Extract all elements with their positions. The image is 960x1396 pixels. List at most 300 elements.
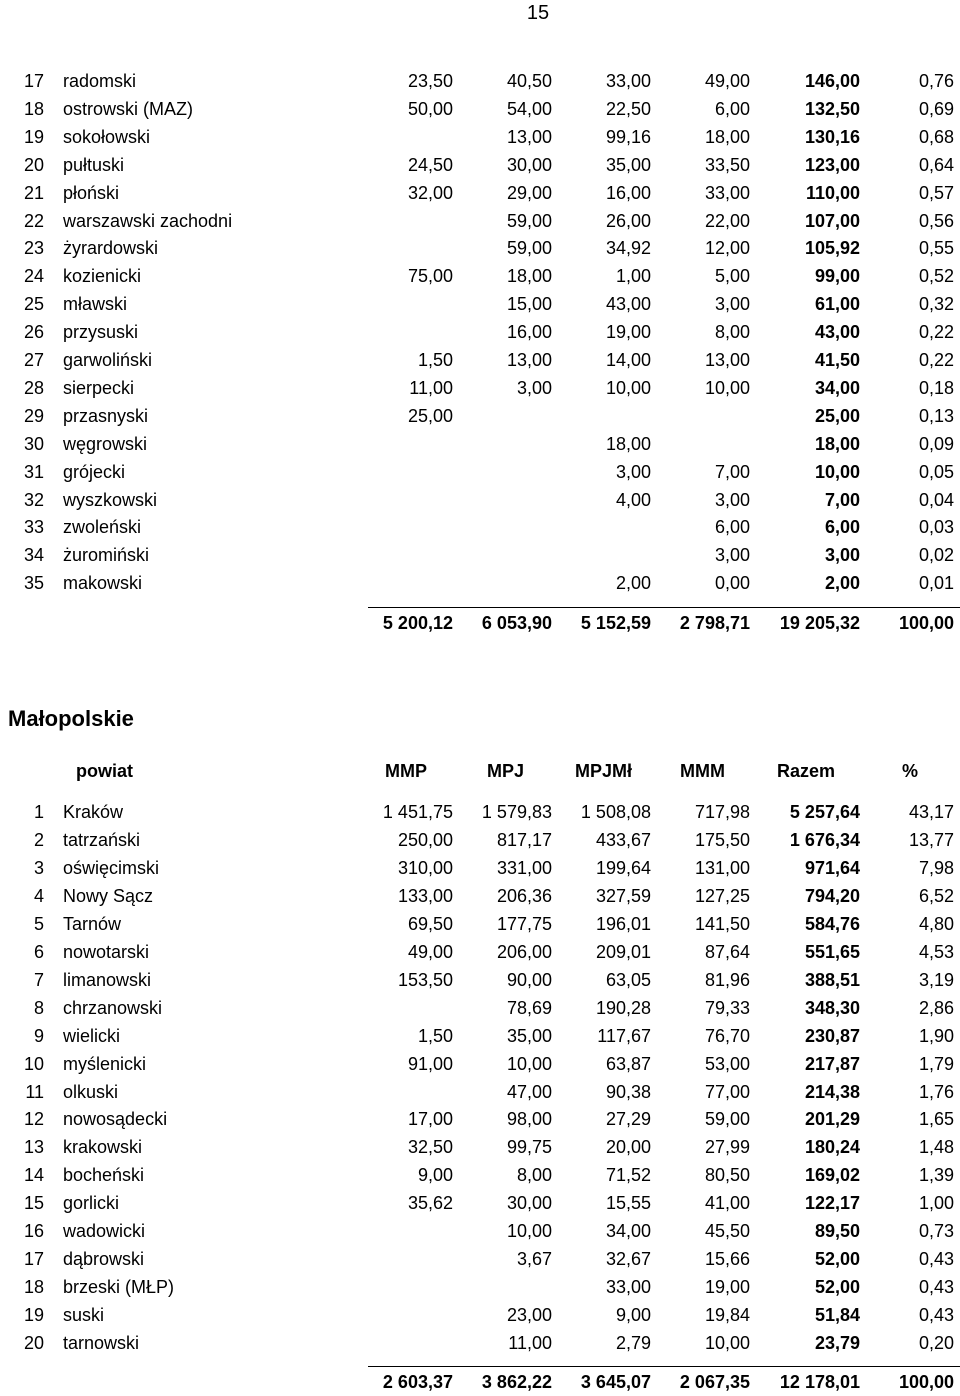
row-mpjml: 18,00 [605,433,651,454]
row-index: 31 [23,461,44,482]
row-mmm: 18,00 [704,126,750,147]
row-mpjml: 43,00 [605,294,651,315]
row-mmp: 75,00 [407,266,453,287]
row-index: 30 [23,433,44,454]
row-mpj: 98,00 [506,1109,552,1130]
table-row [0,1273,960,1301]
row-index: 23 [23,238,44,259]
row-index: 20 [23,154,44,175]
row-razem: 25,00 [814,405,860,426]
row-powiat: wadowicki [63,1221,146,1242]
row-razem: 130,16 [804,126,860,147]
row-mmp: 69,50 [407,913,453,934]
total-mmp: 2 603,37 [382,1372,453,1392]
row-powiat: tarnowski [63,1333,140,1354]
row-razem: 10,00 [814,461,860,482]
row-percent: 0,09 [918,433,954,454]
row-index: 19 [23,1305,44,1326]
table-row [0,1133,960,1161]
row-index: 3 [33,857,44,878]
row-powiat: brzeski (MŁP) [63,1277,175,1298]
row-mpjml: 10,00 [605,377,651,398]
row-mmp: 32,00 [407,182,453,203]
row-mmm: 59,00 [704,1109,750,1130]
row-powiat: dąbrowski [63,1249,145,1270]
row-powiat: wielicki [63,1025,121,1046]
row-mmm: 19,00 [704,1277,750,1298]
row-mpj: 23,00 [506,1305,552,1326]
row-powiat: nowosądecki [63,1109,168,1130]
row-razem: 89,50 [814,1221,860,1242]
row-mmm: 3,00 [714,545,750,566]
row-percent: 4,80 [918,913,954,934]
row-powiat: myślenicki [63,1053,147,1074]
table-row [0,95,960,123]
row-mmm: 76,70 [704,1025,750,1046]
row-mpjml: 190,28 [595,997,651,1018]
row-index: 22 [23,210,44,231]
row-mpjml: 32,67 [605,1249,651,1270]
row-percent: 0,18 [918,377,954,398]
row-mmm: 15,66 [704,1249,750,1270]
total-mpjml: 3 645,07 [580,1372,651,1392]
row-razem: 794,20 [804,885,860,906]
row-index: 27 [23,350,44,370]
row-mpjml: 71,52 [605,1165,651,1186]
row-index: 14 [23,1165,44,1186]
row-index: 19 [23,126,44,147]
table-row [0,151,960,179]
header-mmp: MMP [385,761,427,781]
row-powiat: przysuski [63,322,139,343]
row-mpjml: 16,00 [605,182,651,203]
total-mmp: 5 200,12 [382,613,453,633]
total-razem: 12 178,01 [779,1372,860,1392]
row-index: 25 [23,294,44,315]
row-razem: 551,65 [804,941,860,962]
row-percent: 0,64 [918,154,954,175]
row-mpj: 817,17 [496,829,552,850]
row-mmp: 91,00 [407,1053,453,1074]
row-mmp: 1,50 [417,1025,453,1046]
row-mpjml: 2,79 [615,1333,651,1354]
row-mpjml: 35,00 [605,154,651,175]
row-razem: 107,00 [804,210,860,231]
row-powiat: grójecki [63,461,126,482]
table-row [0,318,960,346]
row-mpj: 10,00 [506,1221,552,1242]
row-mpjml: 199,64 [595,857,651,878]
row-index: 21 [23,182,44,203]
row-percent: 1,00 [918,1193,954,1214]
row-razem: 217,87 [804,1053,860,1074]
row-mmm: 3,00 [714,294,750,315]
table-row [0,882,960,910]
row-powiat: suski [63,1305,105,1326]
row-index: 7 [33,969,44,990]
row-percent: 0,20 [918,1333,954,1354]
total-mpj: 6 053,90 [481,613,552,633]
row-mpjml: 27,29 [605,1109,651,1130]
table-row [0,541,960,569]
header-razem: Razem [777,761,836,781]
row-index: 13 [23,1137,44,1158]
row-mpj: 18,00 [506,266,552,287]
header-powiat: powiat [76,761,133,781]
row-mpj: 16,00 [506,322,552,343]
total-mmm: 2 798,71 [679,613,750,633]
row-index: 1 [33,802,44,822]
row-mpjml: 26,00 [605,210,651,231]
row-mpjml: 20,00 [605,1137,651,1158]
total-percent: 100,00 [898,1372,954,1392]
header-mmm: MMM [680,761,725,781]
table-row [0,458,960,486]
table-row [0,994,960,1022]
row-percent: 0,68 [918,126,954,147]
row-mmp: 23,50 [407,71,453,91]
row-mpj: 30,00 [506,154,552,175]
row-percent: 0,32 [918,294,954,315]
section1-total-rule [368,607,960,608]
row-index: 17 [23,1249,44,1270]
table-row [0,854,960,882]
row-mpj: 13,00 [506,126,552,147]
row-mmm: 6,00 [714,98,750,119]
row-mpj: 59,00 [506,210,552,231]
row-mmm: 53,00 [704,1053,750,1074]
row-powiat: węgrowski [63,433,148,454]
row-percent: 0,43 [918,1277,954,1298]
table-row [0,1078,960,1106]
row-mpj: 3,00 [516,377,552,398]
row-powiat: makowski [63,573,143,594]
row-mpj: 99,75 [506,1137,552,1158]
table-row [0,1050,960,1078]
row-mpj: 177,75 [496,913,552,934]
row-percent: 1,76 [918,1081,954,1102]
row-index: 8 [33,997,44,1018]
row-razem: 122,17 [804,1193,860,1214]
row-index: 11 [25,1081,44,1102]
row-razem: 110,00 [805,182,860,203]
row-mpj: 35,00 [506,1025,552,1046]
row-mpj: 29,00 [506,182,552,203]
row-mpjml: 433,67 [595,829,651,850]
table-row [0,179,960,207]
row-percent: 0,55 [918,238,954,259]
row-razem: 971,64 [804,857,860,878]
table-row [0,67,960,95]
row-index: 17 [23,71,44,91]
row-razem: 18,00 [814,433,860,454]
row-index: 33 [23,517,44,538]
row-powiat: sokołowski [63,126,151,147]
row-mpj: 206,00 [496,941,552,962]
row-index: 32 [23,489,44,510]
row-index: 34 [23,545,44,566]
row-mpj: 40,50 [506,71,552,91]
table-row [0,1189,960,1217]
row-mmm: 79,33 [704,997,750,1018]
row-mmm: 45,50 [704,1221,750,1242]
row-mpj: 206,36 [496,885,552,906]
row-index: 35 [23,573,44,594]
row-powiat: mławski [63,294,128,315]
table-row [0,374,960,402]
row-razem: 230,87 [804,1025,860,1046]
row-mmm: 27,99 [704,1137,750,1158]
total-mpj: 3 862,22 [481,1372,552,1392]
row-razem: 23,79 [814,1333,860,1354]
row-percent: 0,76 [918,71,954,91]
row-powiat: ostrowski (MAZ) [63,98,193,119]
page-number: 15 [526,2,550,24]
row-razem: 214,38 [804,1081,860,1102]
row-percent: 0,73 [918,1221,954,1242]
table-row [0,123,960,151]
row-mmm: 7,00 [714,461,750,482]
row-mpjml: 209,01 [595,941,651,962]
row-razem: 5 257,64 [789,802,860,822]
row-mmp: 25,00 [407,405,453,426]
row-powiat: zwoleński [63,517,142,538]
row-mmm: 141,50 [694,913,750,934]
row-percent: 3,19 [918,969,954,990]
row-razem: 3,00 [824,545,860,566]
row-index: 15 [23,1193,44,1214]
row-index: 29 [23,405,44,426]
row-mpj: 11,00 [508,1333,552,1354]
row-razem: 180,24 [804,1137,860,1158]
row-razem: 2,00 [824,573,860,594]
table-row [0,1022,960,1050]
row-mpjml: 117,67 [597,1025,651,1046]
row-powiat: radomski [63,71,137,91]
row-razem: 584,76 [804,913,860,934]
table-row [0,430,960,458]
table-row [0,290,960,318]
row-razem: 41,50 [814,350,860,370]
row-powiat: bocheński [63,1165,145,1186]
row-mpjml: 22,50 [605,98,651,119]
row-index: 18 [23,98,44,119]
row-index: 12 [23,1109,44,1130]
table-row [0,910,960,938]
table-row [0,1245,960,1273]
table-row [0,402,960,430]
row-powiat: garwoliński [63,350,153,370]
row-razem: 169,02 [804,1165,860,1186]
row-mmp: 133,00 [397,885,453,906]
row-razem: 43,00 [814,322,860,343]
row-powiat: limanowski [63,969,152,990]
row-powiat: olkuski [63,1081,119,1102]
row-powiat: Nowy Sącz [63,885,154,906]
row-mmm: 5,00 [714,266,750,287]
row-percent: 0,02 [918,545,954,566]
row-mmm: 41,00 [704,1193,750,1214]
row-mmm: 22,00 [704,210,750,231]
row-powiat: przasnyski [63,405,149,426]
table-row [0,966,960,994]
row-mmm: 175,50 [694,829,750,850]
row-mpjml: 9,00 [615,1305,651,1326]
row-index: 18 [23,1277,44,1298]
table-row [0,234,960,262]
section2-total-rule [368,1366,960,1367]
row-mmm: 127,25 [694,885,750,906]
row-mpj: 78,69 [506,997,552,1018]
row-razem: 105,92 [804,238,860,259]
row-razem: 348,30 [804,997,860,1018]
row-percent: 1,79 [918,1053,954,1074]
row-mmm: 3,00 [714,489,750,510]
table-row [0,262,960,290]
total-razem: 19 205,32 [779,613,860,633]
row-index: 20 [23,1333,44,1354]
row-mmm: 77,00 [704,1081,750,1102]
row-mmm: 87,64 [704,941,750,962]
table-row [0,486,960,514]
row-percent: 0,13 [918,405,954,426]
row-mpjml: 4,00 [615,489,651,510]
row-razem: 61,00 [814,294,860,315]
row-mpj: 90,00 [506,969,552,990]
row-index: 16 [23,1221,44,1242]
row-mmp: 50,00 [407,98,453,119]
row-mmm: 33,50 [704,154,750,175]
row-percent: 0,22 [918,322,954,343]
row-mmm: 33,00 [704,182,750,203]
row-razem: 34,00 [814,377,860,398]
row-mmm: 131,00 [694,857,750,878]
row-mpjml: 1 508,08 [580,802,651,822]
row-mpjml: 19,00 [605,322,651,343]
table-row [0,346,960,374]
row-index: 2 [33,829,44,850]
row-mpj: 10,00 [506,1053,552,1074]
row-percent: 0,04 [918,489,954,510]
row-razem: 146,00 [804,71,860,91]
row-mpj: 59,00 [506,238,552,259]
row-mpj: 54,00 [506,98,552,119]
row-powiat: sierpecki [63,377,135,398]
row-mpjml: 15,55 [605,1193,651,1214]
row-razem: 1 676,34 [789,829,860,850]
row-percent: 1,39 [918,1165,954,1186]
table-row [0,207,960,235]
row-powiat: płoński [63,182,120,203]
row-powiat: gorlicki [63,1193,120,1214]
row-razem: 388,51 [804,969,860,990]
total-mmm: 2 067,35 [679,1372,750,1392]
table-row [0,826,960,854]
header-mpjml: MPJMł [575,761,633,781]
row-percent: 6,52 [918,885,954,906]
table-row [0,1329,960,1357]
section1-totals-row [0,609,960,637]
table-row [0,1217,960,1245]
row-index: 26 [23,322,44,343]
table-row [0,569,960,597]
row-percent: 0,57 [918,182,954,203]
total-mpjml: 5 152,59 [580,613,651,633]
row-mpjml: 1,00 [615,266,651,287]
row-mmm: 717,98 [694,802,750,822]
row-mmm: 49,00 [704,71,750,91]
row-mpj: 13,00 [506,350,552,370]
section-title-malopolskie: Małopolskie [8,706,134,731]
row-percent: 0,01 [918,573,954,594]
row-mmp: 35,62 [407,1193,453,1214]
row-powiat: oświęcimski [63,857,160,878]
row-mpj: 30,00 [506,1193,552,1214]
row-razem: 6,00 [824,517,860,538]
row-mpjml: 14,00 [605,350,651,370]
row-mpjml: 196,01 [595,913,651,934]
row-mpjml: 34,00 [605,1221,651,1242]
row-mmp: 310,00 [397,857,453,878]
row-percent: 0,03 [918,517,954,538]
table-row [0,1105,960,1133]
row-mmp: 9,00 [417,1165,453,1186]
row-index: 10 [23,1053,44,1074]
row-mpjml: 99,16 [605,126,651,147]
row-razem: 201,29 [804,1109,860,1130]
row-powiat: pułtuski [63,154,125,175]
row-percent: 0,43 [918,1305,954,1326]
row-powiat: Kraków [63,802,124,822]
row-mmp: 1,50 [417,350,453,370]
row-mpj: 15,00 [506,294,552,315]
row-mpjml: 33,00 [605,71,651,91]
row-mpjml: 3,00 [615,461,651,482]
row-index: 6 [33,941,44,962]
row-mmp: 32,50 [407,1137,453,1158]
row-razem: 52,00 [814,1249,860,1270]
header-mpj: MPJ [487,761,525,781]
row-mpj: 1 579,83 [481,802,552,822]
row-mmm: 8,00 [714,322,750,343]
row-mpj: 8,00 [516,1165,552,1186]
row-razem: 51,84 [814,1305,860,1326]
row-percent: 1,65 [918,1109,954,1130]
row-percent: 1,48 [918,1137,954,1158]
table-row [0,938,960,966]
row-mmp: 1 451,75 [382,802,453,822]
row-powiat: żuromiński [63,545,150,566]
row-index: 4 [33,885,44,906]
row-mmp: 17,00 [407,1109,453,1130]
row-mpjml: 63,05 [605,969,651,990]
row-mmp: 49,00 [407,941,453,962]
row-mpjml: 327,59 [595,885,651,906]
table-row [0,1161,960,1189]
row-mmm: 6,00 [714,517,750,538]
row-powiat: warszawski zachodni [63,210,233,231]
row-powiat: żyrardowski [63,238,159,259]
row-mpjml: 90,38 [605,1081,651,1102]
row-mmp: 11,00 [409,377,453,398]
row-mpj: 3,67 [516,1249,552,1270]
total-percent: 100,00 [898,613,954,633]
row-percent: 13,77 [908,829,954,850]
row-razem: 99,00 [814,266,860,287]
row-mpjml: 34,92 [605,238,651,259]
row-index: 24 [23,266,44,287]
row-mmm: 12,00 [704,238,750,259]
